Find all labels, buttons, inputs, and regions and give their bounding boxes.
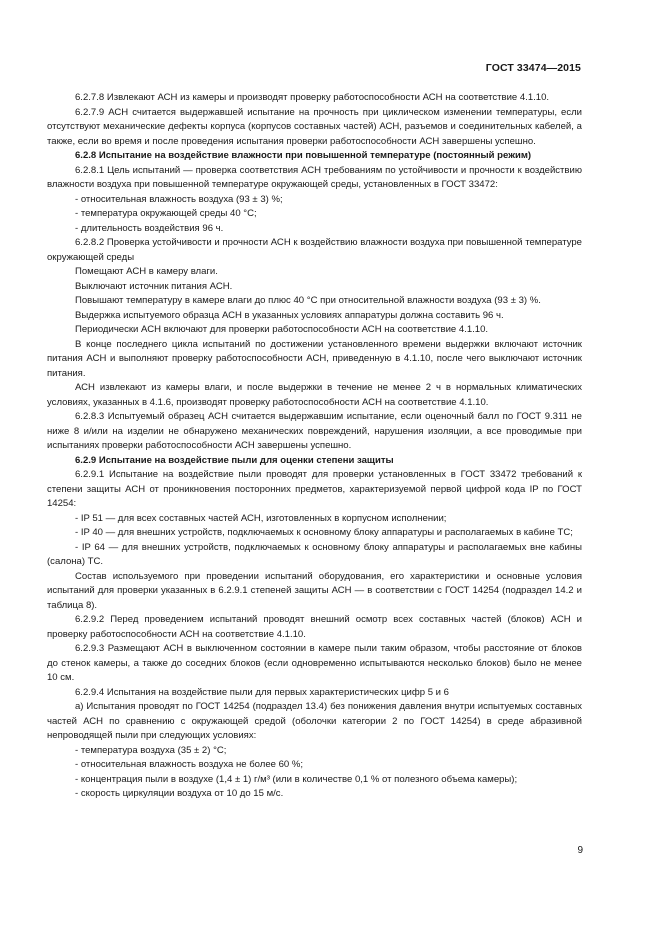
- page-number: 9: [577, 845, 583, 856]
- list-item: - температура воздуха (35 ± 2) °С;: [75, 744, 227, 756]
- paragraph: 6.2.8.2 Проверка устойчивости и прочности АСН к воздействию влажности воздуха при повышенной температуре окружающей среды: [47, 237, 582, 263]
- paragraph: Состав используемого при проведении испытаний оборудования, его характеристики и основные условия испытаний для проверки указанных в 6.2.9.1 степеней защиты АСН — в соответствии с ГОСТ 14254 (подраздел 14.2 и таблица 8).: [47, 570, 582, 611]
- section-heading: 6.2.9 Испытание на воздействие пыли для оценки степени защиты: [75, 454, 394, 466]
- paragraph: 6.2.7.9 АСН считается выдержавшей испытание на прочность при циклическом изменении температуры, если отсутствуют механические дефекты корпуса (корпусов составных частей) АСН, разъемов и соединительных кабелей, а также, если во время и после проведения испытания проверки работоспособности АСН завершены успешно.: [47, 106, 582, 147]
- paragraph: Помещают АСН в камеру влаги.: [75, 266, 218, 277]
- document-body: [47, 91, 582, 802]
- list-item: - IP 40 — для внешних устройств, подключаемых к основному блоку аппаратуры и располагаемых в кабине ТС;: [75, 527, 573, 538]
- paragraph: 6.2.8.3 Испытуемый образец АСН считается выдержавшим испытание, если оценочный балл по ГОСТ 9.311 не ниже 8 и/или на изделии не обнаружено механических повреждений, нарушения изоляции, а все проводимые при испытаниях проверки работоспособности АСН завершены успешно.: [47, 411, 582, 451]
- paragraph: 6.2.7.8 Извлекают АСН из камеры и производят проверку работоспособности АСН на соответствие 4.1.10.: [75, 92, 550, 103]
- document-header: ГОСТ 33474—2015: [485, 62, 581, 74]
- paragraph: В конце последнего цикла испытаний по достижении установленного времени выдержки включают источник питания АСН и выполняют проверку работоспособности АСН, приведенную в 4.1.10, после чего выключают источник питания.: [47, 338, 582, 379]
- list-item: - IP 51 — для всех составных частей АСН, изготовленных в корпусном исполнении;: [75, 512, 447, 524]
- section-heading: 6.2.8 Испытание на воздействие влажности при повышенной температуре (постоянный режим): [75, 150, 532, 161]
- list-item: - концентрация пыли в воздухе (1,4 ± 1) г/м³ (или в количестве 0,1 % от полезного объема камеры);: [75, 773, 518, 785]
- paragraph: 6.2.9.1 Испытание на воздействие пыли проводят для проверки установленных в ГОСТ 33472 требований к степени защиты АСН от проникновения посторонних предметов, характеризуемой первой цифрой кода IP по ГОСТ 14254:: [47, 469, 582, 509]
- paragraph: 6.2.9.2 Перед проведением испытаний проводят внешний осмотр всех составных частей (блоков) АСН и проверку работоспособности АСН на соответствие 4.1.10.: [47, 614, 582, 640]
- paragraph: АСН извлекают из камеры влаги, и после выдержки в течение не менее 2 ч в нормальных климатических условиях, указанных в 4.1.6, производят проверку работоспособности АСН на соответствие 4.1.10.: [47, 382, 582, 408]
- paragraph: 6.2.9.3 Размещают АСН в выключенном состоянии в камере пыли таким образом, чтобы расстояние от блоков до стенок камеры, а также до соседних блоков (если одновременно испытываются несколько блоков) было не менее 10 см.: [47, 643, 582, 683]
- paragraph: Выключают источник питания АСН.: [75, 280, 233, 292]
- paragraph: 6.2.9.4 Испытания на воздействие пыли для первых характеристических цифр 5 и 6: [75, 686, 449, 698]
- paragraph: 6.2.8.1 Цель испытаний — проверка соответствия АСН требованиям по устойчивости и прочности к воздействию влажности воздуха при повышенной температуре окружающей среды, установленных в ГОСТ 33472:: [47, 164, 582, 190]
- paragraph: а) Испытания проводят по ГОСТ 14254 (подраздел 13.4) без понижения давления внутри испытуемых составных частей АСН по сравнению с окружающей средой (оболочки категории 2 по ГОСТ 14254) в среде абразивной непроводящей пыли при следующих условиях:: [47, 701, 582, 741]
- paragraph: Периодически АСН включают для проверки работоспособности АСН на соответствие 4.1.10.: [75, 324, 489, 335]
- paragraph: Выдержка испытуемого образца АСН в указанных условиях аппаратуры должна составить 96 ч.: [75, 309, 504, 321]
- paragraph: Повышают температуру в камере влаги до плюс 40 °С при относительной влажности воздуха (93 ± 3) %.: [75, 295, 541, 306]
- list-item: - длительность воздействия 96 ч.: [75, 222, 224, 234]
- list-item: - температура окружающей среды 40 °С;: [75, 208, 257, 219]
- list-item: - относительная влажность воздуха (93 ± 3) %;: [75, 193, 283, 205]
- list-item: - относительная влажность воздуха не более 60 %;: [75, 759, 304, 770]
- list-item: - скорость циркуляции воздуха от 10 до 15 м/с.: [75, 788, 284, 799]
- list-item: - IP 64 — для внешних устройств, подключаемых к основному блоку аппаратуры и располагаемых вне кабины (салона) ТС.: [47, 541, 582, 567]
